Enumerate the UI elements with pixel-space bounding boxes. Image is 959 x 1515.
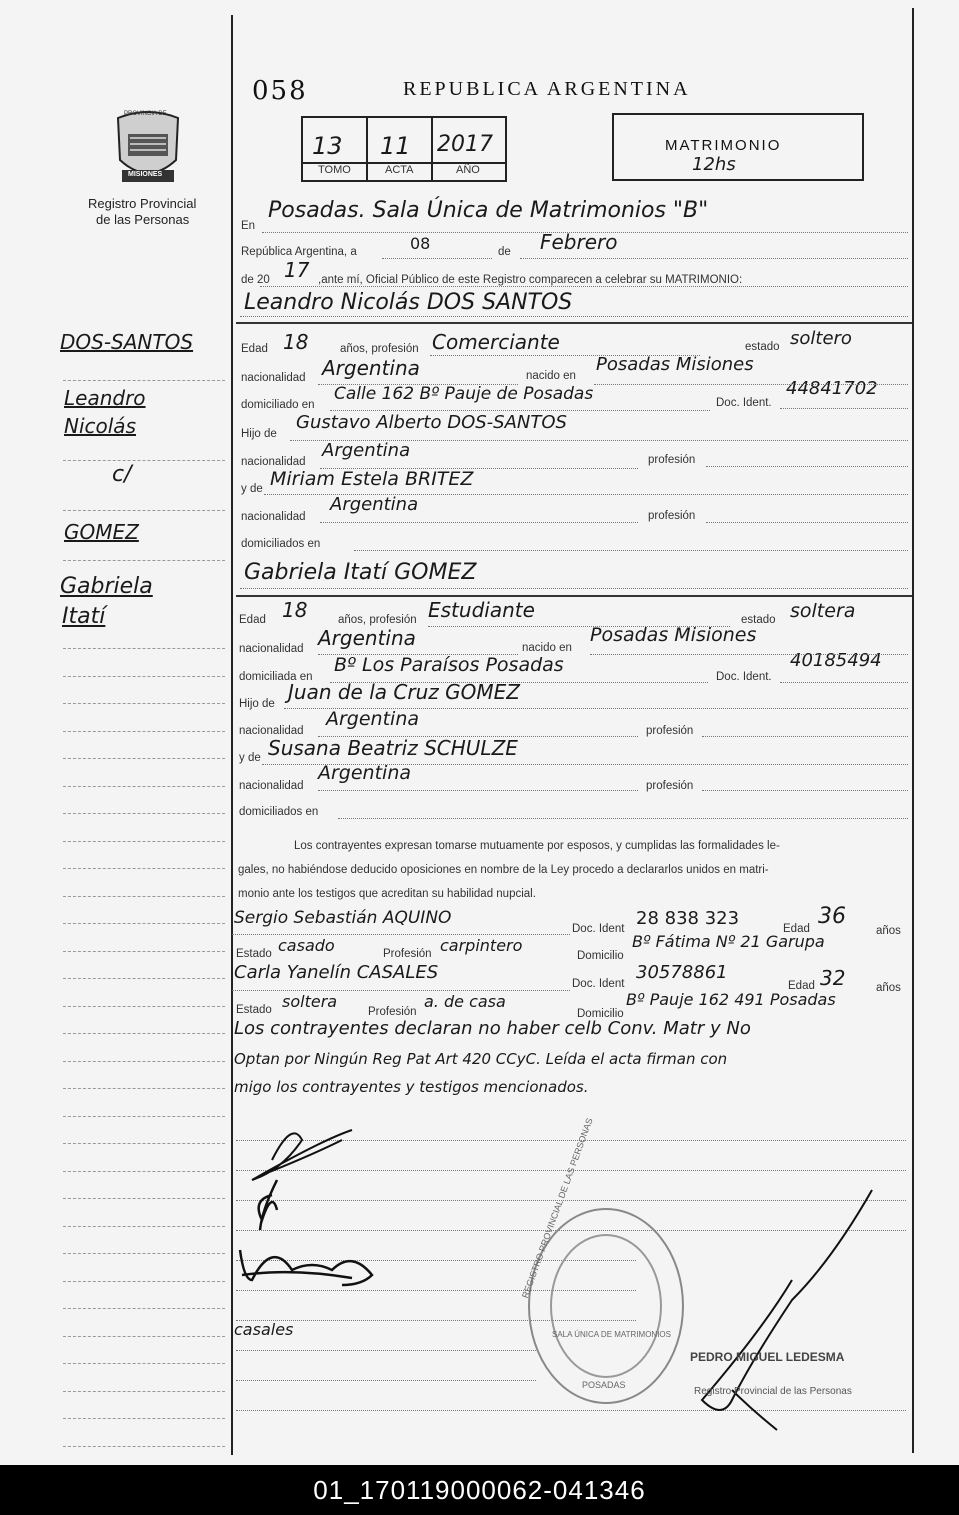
groom-nationality: Argentina <box>322 356 420 380</box>
witness-1-age: 36 <box>818 904 846 929</box>
de-label: de <box>498 246 511 258</box>
witness-2-age: 32 <box>820 966 846 990</box>
witness-1-address: Bº Fátima Nº 21 Garupa <box>632 932 825 951</box>
margin-rule-line <box>63 731 225 732</box>
bride-doc-label: Doc. Ident. <box>716 671 772 683</box>
margin-rule-line <box>63 1363 225 1364</box>
bride-yde-label: y de <box>239 752 261 764</box>
stamp-inner-text: SALA ÚNICA DE MATRIMONIOS <box>552 1330 671 1339</box>
crest-bottom-text: MISIONES <box>128 171 163 178</box>
legal-line-3: monio ante los testigos que acreditan su habilidad nupcial. <box>238 888 536 900</box>
margin-groom-first: Leandro <box>64 386 146 410</box>
place-value: Posadas. Sala Única de Matrimonios "B" <box>268 198 709 223</box>
margin-rule-line <box>63 1006 225 1007</box>
bride-domiciliados-label: domiciliados en <box>239 806 319 818</box>
type-time: 12hs <box>692 154 736 175</box>
margin-rule-line <box>63 951 225 952</box>
margin-rule-line <box>63 896 225 897</box>
margin-rule-line <box>63 868 225 869</box>
groom-age: 18 <box>283 330 309 354</box>
witness-2-prof-label: Profesión <box>368 1006 417 1018</box>
groom-address: Calle 162 Bº Pauje de Posadas <box>334 384 594 404</box>
right-border <box>912 8 914 1453</box>
republica-label: República Argentina, a <box>241 246 357 258</box>
witness-1-dom-label: Domicilio <box>577 950 624 962</box>
bride-nacido-label: nacido en <box>522 642 572 654</box>
bride-edad-label: Edad <box>239 614 266 626</box>
witness-1-name: Sergio Sebastián AQUINO <box>234 908 452 928</box>
bride-father: Juan de la Cruz GOMEZ <box>288 680 520 704</box>
groom-edad-label: Edad <box>241 343 268 355</box>
bride-status: soltera <box>790 600 856 622</box>
groom-separator <box>236 322 912 324</box>
witness-2-anos-label: años <box>876 982 901 994</box>
groom-name: Leandro Nicolás DOS SANTOS <box>244 290 573 315</box>
officer-name: PEDRO MIGUEL LEDESMA <box>690 1350 845 1364</box>
margin-groom-middle: Nicolás <box>64 414 136 438</box>
groom-father: Gustavo Alberto DOS-SANTOS <box>296 412 567 433</box>
country-title: REPUBLICA ARGENTINA <box>403 78 691 100</box>
margin-rule-line <box>63 676 225 677</box>
witness-2-profession: a. de casa <box>424 992 506 1011</box>
margin-rule-line <box>63 1198 225 1199</box>
bride-mother: Susana Beatriz SCHULZE <box>268 736 518 760</box>
acta-label: ACTA <box>385 164 414 176</box>
bride-anos-label: años, profesión <box>338 614 417 626</box>
groom-father-prof-label: profesión <box>648 454 696 466</box>
tomo-value: 13 <box>312 132 343 160</box>
margin-rule-line <box>63 813 225 814</box>
stamp-bottom-text: POSADAS <box>582 1380 626 1390</box>
groom-domiciliados-label: domiciliados en <box>241 538 321 550</box>
witness-1-estado-label: Estado <box>236 948 272 960</box>
witness-1-status: casado <box>278 936 335 955</box>
day-value: 08 <box>410 234 431 253</box>
registry-name-2: de las Personas <box>96 212 190 227</box>
year-suffix: 17 <box>284 258 310 282</box>
margin-rule-line <box>63 1088 225 1089</box>
margin-rule-line <box>63 1281 225 1282</box>
note-line-1: Los contrayentes declaran no haber celb Conv. Matr y No <box>234 1018 751 1039</box>
witness-1-prof-label: Profesión <box>383 948 432 960</box>
ano-value: 2017 <box>437 132 493 157</box>
margin-rule-line <box>63 1446 225 1447</box>
note-line-2: Optan por Ningún Reg Pat Art 420 CCyC. Leída el acta firman con <box>234 1050 728 1068</box>
stamp-outer-text: REGISTRO PROVINCIAL DE LAS PERSONAS <box>520 1116 595 1300</box>
groom-doc: 44841702 <box>786 378 878 399</box>
bride-estado-label: estado <box>741 614 776 626</box>
bride-nat-label: nacionalidad <box>239 643 304 655</box>
bride-age: 18 <box>282 598 308 622</box>
bride-doc: 40185494 <box>790 650 882 671</box>
officer-line: Registro Provincial de las Personas <box>694 1386 852 1397</box>
groom-doc-label: Doc. Ident. <box>716 397 772 409</box>
witness-1-profession: carpintero <box>440 936 523 955</box>
groom-estado-label: estado <box>745 341 780 353</box>
margin-rule-line <box>63 1391 225 1392</box>
witness-signature-text: casales <box>234 1320 294 1339</box>
groom-status: soltero <box>790 328 852 349</box>
groom-nacido-label: nacido en <box>526 370 576 382</box>
margin-rule-line <box>63 1308 225 1309</box>
ano-label: AÑO <box>456 164 480 176</box>
legal-line-1: Los contrayentes expresan tomarse mutuamente por esposos, y cumplidas las formalidades le- <box>294 840 780 852</box>
registry-name-1: Registro Provincial <box>88 196 197 211</box>
margin-rule-line <box>63 1418 225 1419</box>
month-value: Febrero <box>540 230 618 254</box>
bride-profession: Estudiante <box>428 598 535 622</box>
bride-address: Bº Los Paraísos Posadas <box>334 654 564 676</box>
year-prefix: de 20 <box>241 274 270 286</box>
margin-rule-line <box>63 703 225 704</box>
margin-groom-surname: DOS-SANTOS <box>60 330 194 354</box>
witness-2-status: soltera <box>282 992 338 1011</box>
legal-line-2: gales, no habiéndose deducido oposiciones en nombre de la Ley procedo a declararlos unidos en matri- <box>238 864 769 876</box>
witness-1-doc-label: Doc. Ident <box>572 923 625 935</box>
groom-mother-nat-label: nacionalidad <box>241 511 306 523</box>
margin-rule-line <box>63 1033 225 1034</box>
witness-2-doc-label: Doc. Ident <box>572 978 625 990</box>
intro-text: ,ante mí, Oficial Público de este Registro comparecen a celebrar su MATRIMONIO: <box>318 274 743 286</box>
margin-rule-line <box>63 1061 225 1062</box>
groom-dom-label: domiciliado en <box>241 399 315 411</box>
witness-1-edad-label: Edad <box>783 923 810 935</box>
witness-1-anos-label: años <box>876 925 901 937</box>
crest-top-text: PROVINCIA DE <box>124 111 167 117</box>
groom-father-nat-label: nacionalidad <box>241 456 306 468</box>
bride-father-prof-label: profesión <box>646 725 694 737</box>
groom-born: Posadas Misiones <box>596 354 754 375</box>
bride-mother-nat: Argentina <box>318 762 412 784</box>
bride-born: Posadas Misiones <box>590 624 757 646</box>
margin-rule-line <box>63 1143 225 1144</box>
margin-rule-line <box>63 1226 225 1227</box>
bride-father-nat-label: nacionalidad <box>239 725 304 737</box>
groom-yde-label: y de <box>241 483 263 495</box>
margin-rule-line <box>63 1171 225 1172</box>
bride-separator <box>236 595 912 597</box>
margin-rule-line <box>63 648 225 649</box>
margin-rule-line <box>63 1336 225 1337</box>
bride-nationality: Argentina <box>318 626 416 650</box>
margin-rule-line <box>63 841 225 842</box>
acta-value: 11 <box>380 132 411 160</box>
witness-2-name: Carla Yanelín CASALES <box>234 962 439 983</box>
bride-name: Gabriela Itatí GOMEZ <box>244 560 477 585</box>
witness-2-dom-label: Domicilio <box>577 1008 624 1020</box>
groom-hijo-label: Hijo de <box>241 428 277 440</box>
witness-2-doc: 30578861 <box>636 962 728 983</box>
bride-father-nat: Argentina <box>326 708 420 730</box>
margin-bride-middle: Itatí <box>62 604 106 629</box>
witness-1-doc: 28 838 323 <box>636 908 740 929</box>
margin-rule-line <box>63 1116 225 1117</box>
margin-rule-line <box>63 923 225 924</box>
note-line-3: migo los contrayentes y testigos mencionados. <box>234 1078 589 1096</box>
groom-mother-prof-label: profesión <box>648 510 696 522</box>
groom-mother: Miriam Estela BRITEZ <box>270 468 474 490</box>
bride-mother-nat-label: nacionalidad <box>239 780 304 792</box>
groom-nat-label: nacionalidad <box>241 372 306 384</box>
groom-profession: Comerciante <box>432 330 560 354</box>
witness-2-address: Bº Pauje 162 491 Posadas <box>626 990 836 1009</box>
margin-rule-line <box>63 978 225 979</box>
acta-code: 058 <box>252 76 308 106</box>
margin-rule-line <box>63 1253 225 1254</box>
groom-mother-nat: Argentina <box>330 494 419 515</box>
en-label: En <box>241 220 256 232</box>
witness-2-edad-label: Edad <box>788 980 815 992</box>
margin-bride-surname: GOMEZ <box>64 520 139 544</box>
bride-mother-prof-label: profesión <box>646 780 694 792</box>
bride-hijo-label: Hijo de <box>239 698 275 710</box>
groom-anos-label: años, profesión <box>340 343 419 355</box>
witness-2-estado-label: Estado <box>236 1004 272 1016</box>
footer-code: 01_170119000062-041346 <box>0 1465 959 1515</box>
tomo-label: TOMO <box>318 164 351 176</box>
margin-bride-first: Gabriela <box>60 574 153 599</box>
margin-rule-line <box>63 758 225 759</box>
margin-rule-line <box>63 786 225 787</box>
type-label: MATRIMONIO <box>665 137 782 154</box>
margin-conj: c/ <box>112 462 132 487</box>
bride-dom-label: domiciliada en <box>239 671 313 683</box>
groom-father-nat: Argentina <box>322 440 411 461</box>
